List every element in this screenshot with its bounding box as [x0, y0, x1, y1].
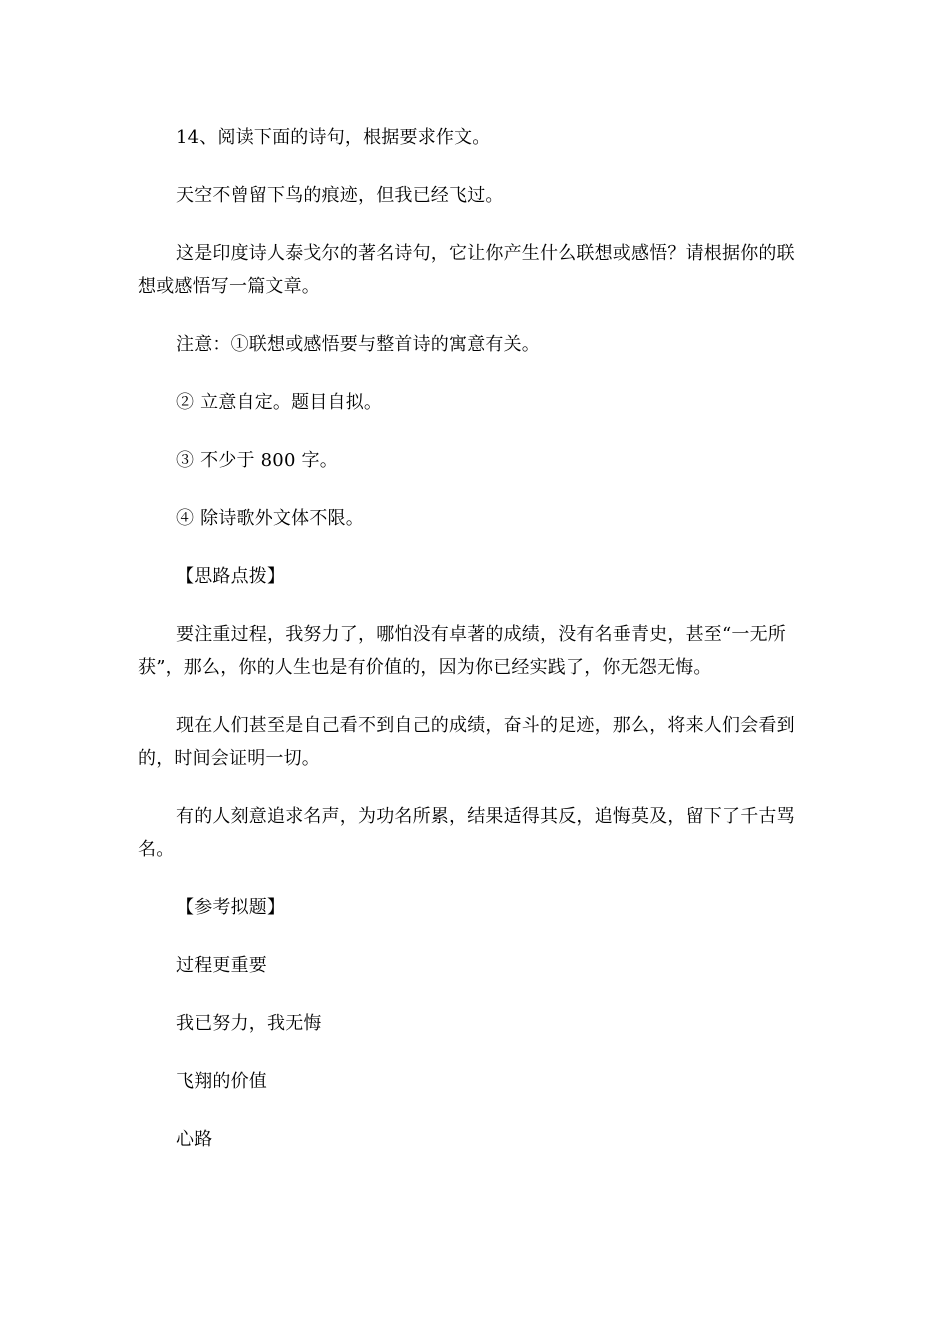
- section-heading-titles: 【参考拟题】: [176, 897, 286, 918]
- note-4: ④ 除诗歌外文体不限。: [176, 508, 364, 529]
- prompt-paragraph: 这是印度诗人泰戈尔的著名诗句，它让你产生什么联想或感悟？请根据你的联想或感悟写一篇文章。: [138, 243, 795, 297]
- poem-line: 天空不曾留下鸟的痕迹，但我已经飞过。: [176, 185, 504, 206]
- title-option-2: 我已努力，我无悔: [176, 1013, 322, 1034]
- title-option-3: 飞翔的价值: [176, 1071, 267, 1092]
- note-2: ② 立意自定。题目自拟。: [176, 392, 383, 413]
- hint-paragraph-3: 有的人刻意追求名声，为功名所累，结果适得其反，追悔莫及，留下了千古骂名。: [138, 806, 795, 860]
- hint-paragraph-2: 现在人们甚至是自己看不到自己的成绩，奋斗的足迹，那么，将来人们会看到的，时间会证明一切。: [138, 715, 795, 769]
- document-body: [138, 121, 810, 1181]
- note-1: 注意：①联想或感悟要与整首诗的寓意有关。: [176, 334, 540, 355]
- title-option-1: 过程更重要: [176, 955, 267, 976]
- hint-paragraph-1: 要注重过程，我努力了，哪怕没有卓著的成绩，没有名垂青史，甚至“一无所获”，那么，你的人生也是有价值的，因为你已经实践了，你无怨无悔。: [138, 624, 786, 678]
- title-option-4: 心路: [176, 1129, 213, 1150]
- question-heading: 14、阅读下面的诗句，根据要求作文。: [176, 127, 491, 148]
- section-heading-hints: 【思路点拨】: [176, 566, 286, 587]
- note-3: ③ 不少于 800 字。: [176, 450, 338, 471]
